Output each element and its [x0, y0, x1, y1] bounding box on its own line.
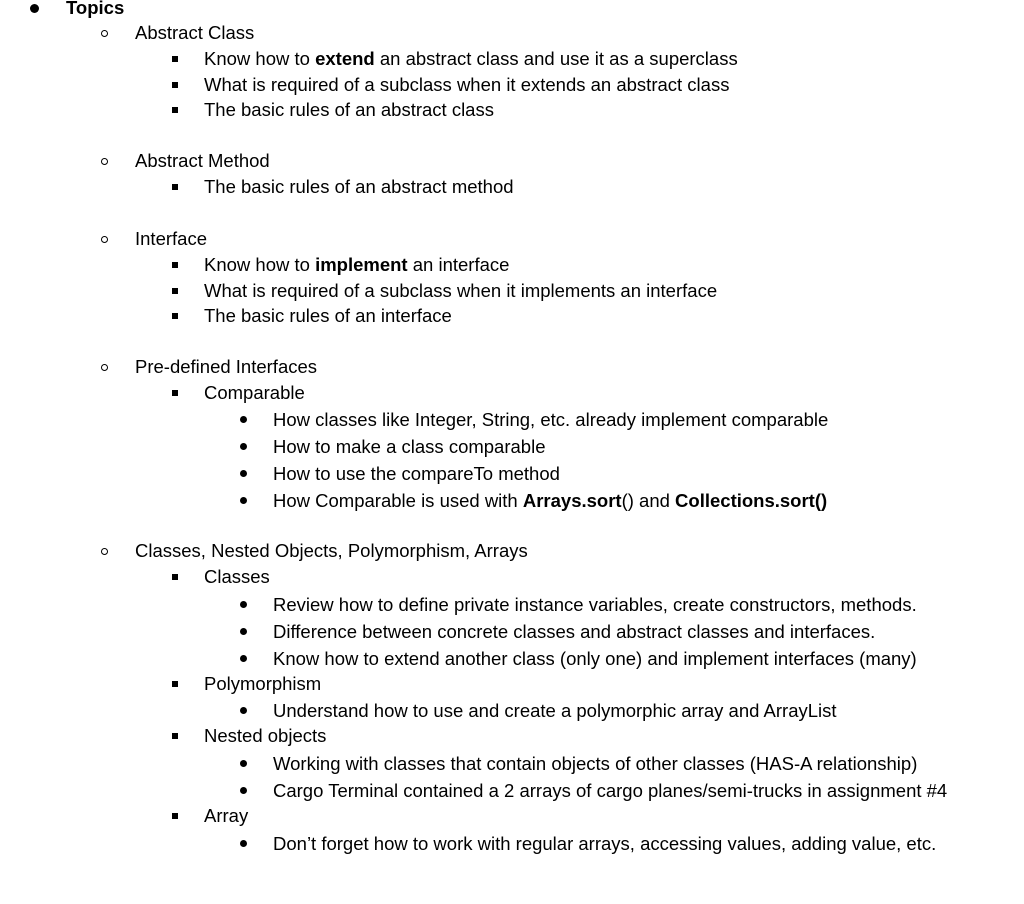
square-bullet-icon — [172, 82, 178, 88]
list-item: Understand how to use and create a polymorphic array and ArrayList — [273, 700, 837, 721]
list-item: Know how to extend an abstract class and use it as a superclass — [204, 48, 738, 69]
subsection-polymorphism: Polymorphism — [204, 673, 322, 694]
square-bullet-icon — [172, 184, 178, 190]
square-bullet-icon — [172, 262, 178, 268]
list-item: What is required of a subclass when it extends an abstract class — [204, 74, 730, 95]
bullet-icon — [240, 443, 247, 450]
list-item: Working with classes that contain objects of other classes (HAS-A relationship) — [273, 753, 918, 774]
square-bullet-icon — [172, 733, 178, 739]
section-title-abstract-method: Abstract Method — [135, 150, 270, 171]
list-item: The basic rules of an interface — [204, 305, 452, 326]
section-title-interface: Interface — [135, 228, 207, 249]
subsection-classes: Classes — [204, 566, 270, 587]
list-item: Difference between concrete classes and abstract classes and interfaces. — [273, 621, 876, 642]
square-bullet-icon — [172, 56, 178, 62]
topics-heading: Topics — [66, 0, 125, 18]
bullet-icon — [240, 787, 247, 794]
circle-bullet-icon — [101, 548, 108, 555]
bullet-icon — [240, 760, 247, 767]
bullet-icon — [240, 707, 247, 714]
list-item: Review how to define private instance variables, create constructors, methods. — [273, 594, 917, 615]
square-bullet-icon — [172, 574, 178, 580]
subsection-comparable: Comparable — [204, 382, 305, 403]
list-item: How classes like Integer, String, etc. already implement comparable — [273, 409, 829, 430]
bullet-icon — [240, 416, 247, 423]
square-bullet-icon — [172, 681, 178, 687]
list-item: The basic rules of an abstract class — [204, 99, 494, 120]
list-item: Know how to extend another class (only one) and implement interfaces (many) — [273, 648, 917, 669]
list-item: Cargo Terminal contained a 2 arrays of cargo planes/semi-trucks in assignment #4 — [273, 780, 948, 801]
list-item: How to make a class comparable — [273, 436, 546, 457]
list-item: How Comparable is used with Arrays.sort() and Collections.sort() — [273, 490, 828, 511]
bullet-icon — [240, 497, 247, 504]
bullet-icon — [240, 840, 247, 847]
list-item: The basic rules of an abstract method — [204, 176, 514, 197]
circle-bullet-icon — [101, 30, 108, 37]
bullet-icon — [240, 628, 247, 635]
list-item: Don’t forget how to work with regular arrays, accessing values, adding value, etc. — [273, 833, 937, 854]
list-item: What is required of a subclass when it implements an interface — [204, 280, 718, 301]
circle-bullet-icon — [101, 364, 108, 371]
list-item: Know how to implement an interface — [204, 254, 510, 275]
square-bullet-icon — [172, 390, 178, 396]
square-bullet-icon — [172, 813, 178, 819]
bullet-icon — [240, 470, 247, 477]
circle-bullet-icon — [101, 236, 108, 243]
bullet-icon — [240, 601, 247, 608]
bullet-icon — [240, 655, 247, 662]
square-bullet-icon — [172, 288, 178, 294]
section-title-predefined-interfaces: Pre-defined Interfaces — [135, 356, 318, 377]
section-title-abstract-class: Abstract Class — [135, 22, 255, 43]
subsection-array: Array — [204, 805, 249, 826]
section-title-classes-nested-objects: Classes, Nested Objects, Polymorphism, Arrays — [135, 540, 528, 561]
square-bullet-icon — [172, 313, 178, 319]
circle-bullet-icon — [101, 158, 108, 165]
list-item: How to use the compareTo method — [273, 463, 560, 484]
bullet-icon — [30, 4, 39, 13]
subsection-nested-objects: Nested objects — [204, 725, 327, 746]
square-bullet-icon — [172, 107, 178, 113]
